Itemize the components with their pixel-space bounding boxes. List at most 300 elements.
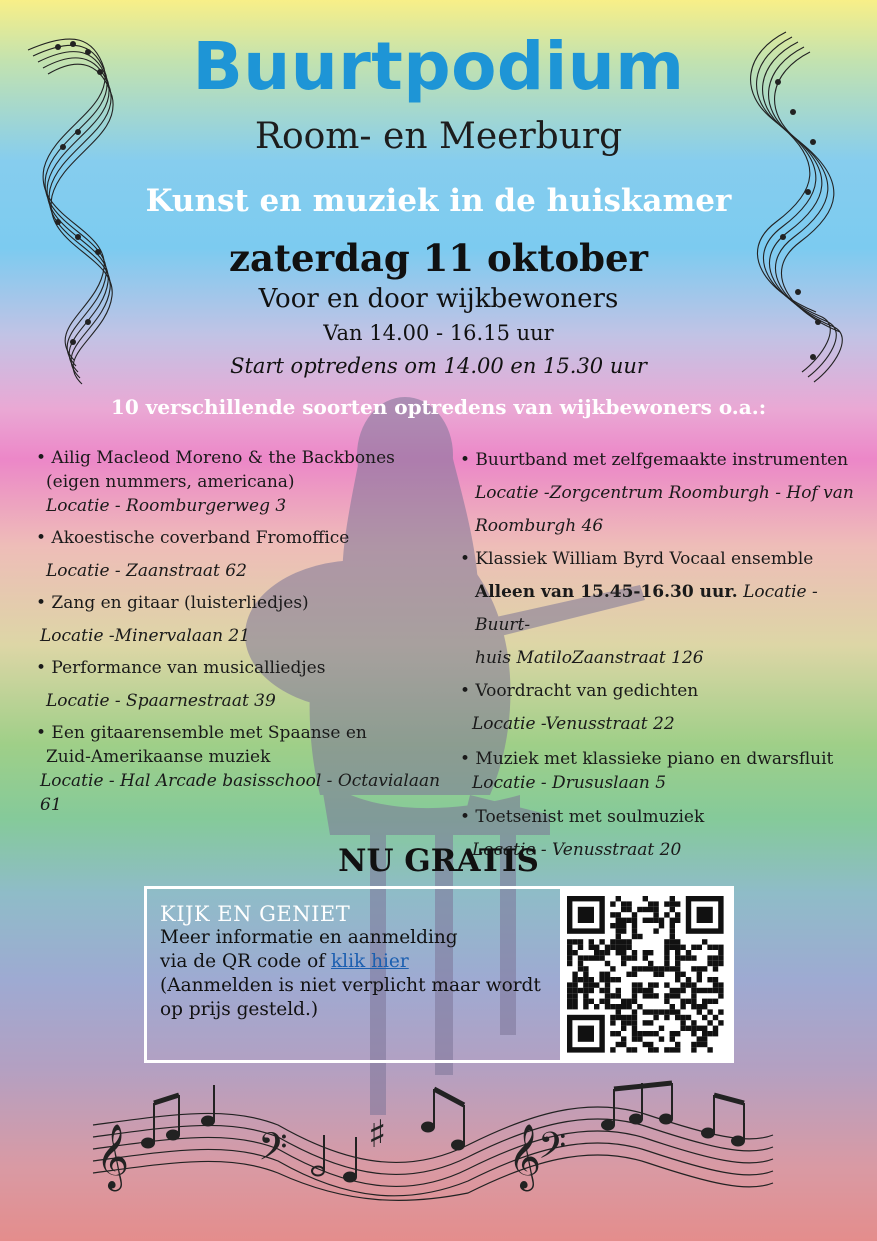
qr-module bbox=[691, 1004, 696, 1009]
qr-module bbox=[621, 950, 626, 955]
qr-module bbox=[605, 972, 610, 977]
qr-module bbox=[648, 1020, 653, 1025]
event-time: Van 14.00 - 16.15 uur bbox=[323, 321, 554, 345]
qr-module bbox=[697, 1009, 702, 1014]
qr-module bbox=[653, 993, 658, 998]
svg-text:𝄞: 𝄞 bbox=[508, 1124, 542, 1189]
qr-module bbox=[626, 939, 631, 944]
qr-module bbox=[653, 1009, 658, 1014]
qr-module bbox=[637, 1004, 642, 1009]
qr-module bbox=[605, 961, 610, 966]
qr-module bbox=[686, 977, 691, 982]
qr-module bbox=[632, 972, 637, 977]
qr-module bbox=[616, 1031, 621, 1036]
qr-module bbox=[702, 988, 707, 993]
qr-module bbox=[621, 999, 626, 1004]
qr-module bbox=[691, 1020, 696, 1025]
qr-module bbox=[621, 955, 626, 960]
qr-module bbox=[632, 928, 637, 933]
performance-item bbox=[36, 446, 456, 518]
qr-module bbox=[707, 999, 712, 1004]
qr-module bbox=[675, 977, 680, 982]
qr-module bbox=[659, 1036, 664, 1041]
qr-module bbox=[675, 901, 680, 906]
performance-location: Locatie -Minervalaan 21 bbox=[40, 626, 251, 646]
qr-module bbox=[567, 988, 572, 993]
qr-module bbox=[572, 939, 577, 944]
qr-module bbox=[583, 977, 588, 982]
qr-module bbox=[707, 1020, 712, 1025]
qr-module bbox=[718, 961, 723, 966]
qr-module bbox=[670, 1009, 675, 1014]
svg-text:𝄢: 𝄢 bbox=[258, 1124, 288, 1178]
qr-module bbox=[680, 1015, 685, 1020]
qr-module bbox=[567, 945, 572, 950]
performance-name: • Klassiek William Byrd Vocaal ensemble bbox=[460, 549, 814, 569]
info-line: Meer informatie en aanmelding bbox=[160, 927, 458, 948]
qr-module bbox=[686, 999, 691, 1004]
qr-module bbox=[680, 945, 685, 950]
info-line bbox=[160, 950, 541, 974]
qr-module bbox=[707, 977, 712, 982]
qr-module bbox=[583, 972, 588, 977]
qr-module bbox=[616, 1004, 621, 1009]
qr-module bbox=[713, 966, 718, 971]
qr-module bbox=[653, 918, 658, 923]
qr-module bbox=[707, 988, 712, 993]
qr-module bbox=[616, 923, 621, 928]
qr-module bbox=[653, 1047, 658, 1052]
qr-module bbox=[643, 988, 648, 993]
info-line: (Aanmelden is niet verplicht maar wordt bbox=[160, 975, 541, 996]
qr-module bbox=[567, 982, 572, 987]
performance-location: Locatie - Spaarnestraat 39 bbox=[46, 691, 276, 711]
qr-module bbox=[670, 1004, 675, 1009]
qr-module bbox=[610, 923, 615, 928]
qr-module bbox=[670, 928, 675, 933]
qr-module bbox=[664, 1009, 669, 1014]
qr-module bbox=[670, 1036, 675, 1041]
qr-module bbox=[697, 972, 702, 977]
qr-module bbox=[670, 907, 675, 912]
qr-module bbox=[691, 1026, 696, 1031]
qr-module bbox=[610, 901, 615, 906]
qr-module bbox=[675, 912, 680, 917]
free-banner: NU GRATIS bbox=[338, 843, 539, 879]
qr-module bbox=[653, 907, 658, 912]
qr-module bbox=[659, 918, 664, 923]
qr-module bbox=[621, 1020, 626, 1025]
qr-module bbox=[680, 1020, 685, 1025]
qr-module bbox=[572, 993, 577, 998]
qr-module bbox=[632, 918, 637, 923]
qr-module bbox=[707, 1031, 712, 1036]
qr-module bbox=[637, 1031, 642, 1036]
qr-module bbox=[675, 961, 680, 966]
qr-module bbox=[567, 961, 572, 966]
qr-module bbox=[621, 1042, 626, 1047]
qr-module bbox=[680, 988, 685, 993]
svg-text:♯: ♯ bbox=[368, 1112, 387, 1156]
qr-module bbox=[610, 939, 615, 944]
qr-module bbox=[718, 982, 723, 987]
qr-module bbox=[632, 988, 637, 993]
qr-module bbox=[675, 1015, 680, 1020]
event-start-times: Start optredens om 14.00 en 15.30 uur bbox=[230, 354, 647, 378]
qr-module bbox=[648, 1042, 653, 1047]
qr-module bbox=[702, 1042, 707, 1047]
qr-module bbox=[718, 1020, 723, 1025]
qr-module bbox=[675, 950, 680, 955]
qr-module bbox=[659, 1009, 664, 1014]
qr-module bbox=[599, 977, 604, 982]
event-title: Buurtpodium bbox=[192, 28, 685, 105]
qr-module bbox=[578, 945, 583, 950]
qr-module bbox=[691, 966, 696, 971]
qr-module bbox=[626, 1047, 631, 1052]
qr-module bbox=[697, 1042, 702, 1047]
qr-module bbox=[572, 950, 577, 955]
qr-module bbox=[653, 982, 658, 987]
qr-module bbox=[589, 955, 594, 960]
qr-module bbox=[697, 977, 702, 982]
qr-module bbox=[648, 918, 653, 923]
performance-note: Zuid-Amerikaanse muziek bbox=[46, 747, 271, 767]
qr-module bbox=[713, 977, 718, 982]
qr-module bbox=[578, 1026, 594, 1042]
qr-module bbox=[675, 945, 680, 950]
qr-module bbox=[718, 988, 723, 993]
qr-module bbox=[718, 945, 723, 950]
performance-name: • Zang en gitaar (luisterliedjes) bbox=[36, 593, 309, 613]
qr-module bbox=[713, 1031, 718, 1036]
qr-module bbox=[697, 1036, 702, 1041]
qr-module bbox=[594, 982, 599, 987]
qr-module bbox=[643, 907, 648, 912]
qr-module bbox=[632, 993, 637, 998]
qr-module bbox=[567, 999, 572, 1004]
qr-module bbox=[632, 1020, 637, 1025]
music-staff-bottom-icon bbox=[88, 1075, 778, 1205]
qr-module bbox=[621, 1004, 626, 1009]
qr-module bbox=[648, 1047, 653, 1052]
qr-module bbox=[621, 961, 626, 966]
qr-module bbox=[567, 939, 572, 944]
qr-module bbox=[610, 966, 615, 971]
qr-module bbox=[702, 1026, 707, 1031]
qr-module bbox=[610, 977, 615, 982]
qr-module bbox=[621, 923, 626, 928]
qr-module bbox=[664, 1047, 669, 1052]
qr-module bbox=[713, 1026, 718, 1031]
qr-module bbox=[670, 896, 675, 901]
qr-module bbox=[670, 1047, 675, 1052]
qr-module bbox=[632, 934, 637, 939]
qr-module bbox=[648, 950, 653, 955]
qr-module bbox=[589, 939, 594, 944]
qr-module bbox=[659, 972, 664, 977]
qr-module bbox=[626, 918, 631, 923]
qr-module bbox=[680, 1004, 685, 1009]
qr-module bbox=[578, 907, 594, 923]
svg-text:𝄞: 𝄞 bbox=[96, 1124, 130, 1189]
qr-module bbox=[599, 950, 604, 955]
qr-module bbox=[578, 966, 583, 971]
performance-location: Locatie - Roomburgerweg 3 bbox=[46, 496, 287, 516]
qr-module bbox=[697, 907, 713, 923]
qr-module bbox=[616, 896, 621, 901]
qr-module bbox=[621, 901, 626, 906]
qr-module bbox=[691, 1031, 696, 1036]
qr-module bbox=[707, 955, 712, 960]
performance-list-left bbox=[36, 446, 456, 817]
qr-module bbox=[718, 955, 723, 960]
qr-module bbox=[664, 945, 669, 950]
performance-location: Locatie -Zorgcentrum Roomburgh - Hof van bbox=[475, 483, 854, 503]
qr-module bbox=[664, 912, 669, 917]
qr-module bbox=[610, 945, 615, 950]
qr-module bbox=[659, 923, 664, 928]
qr-module bbox=[648, 993, 653, 998]
qr-module bbox=[626, 999, 631, 1004]
qr-module bbox=[697, 1004, 702, 1009]
qr-module bbox=[616, 912, 621, 917]
qr-code-graphic bbox=[560, 889, 731, 1060]
qr-module bbox=[621, 939, 626, 944]
qr-module bbox=[702, 1015, 707, 1020]
qr-module bbox=[691, 993, 696, 998]
qr-module bbox=[675, 988, 680, 993]
qr-module bbox=[578, 961, 583, 966]
performance-location: Roomburgh 46 bbox=[475, 516, 604, 536]
qr-module bbox=[713, 988, 718, 993]
qr-module bbox=[691, 982, 696, 987]
event-audience: Voor en door wijkbewoners bbox=[258, 284, 619, 314]
qr-module bbox=[653, 928, 658, 933]
qr-module bbox=[680, 1026, 685, 1031]
performance-location: Locatie - Hal Arcade basisschool - Octavialaan 61 bbox=[40, 771, 441, 815]
qr-module bbox=[664, 999, 669, 1004]
performance-item bbox=[36, 721, 456, 817]
qr-module bbox=[637, 982, 642, 987]
qr-module bbox=[648, 907, 653, 912]
qr-module bbox=[578, 977, 583, 982]
qr-module bbox=[680, 999, 685, 1004]
qr-module bbox=[653, 966, 658, 971]
qr-module bbox=[605, 999, 610, 1004]
qr-module bbox=[664, 1015, 669, 1020]
qr-module bbox=[718, 993, 723, 998]
qr-module bbox=[594, 950, 599, 955]
qr-code-icon[interactable] bbox=[560, 889, 731, 1060]
qr-module bbox=[648, 966, 653, 971]
qr-module bbox=[572, 1004, 577, 1009]
qr-module bbox=[675, 972, 680, 977]
qr-module bbox=[670, 939, 675, 944]
qr-module bbox=[605, 982, 610, 987]
qr-module bbox=[621, 928, 626, 933]
qr-module bbox=[632, 955, 637, 960]
performance-note: (eigen nummers, americana) bbox=[46, 472, 295, 492]
info-text bbox=[160, 902, 541, 1022]
qr-module bbox=[605, 988, 610, 993]
qr-module bbox=[589, 999, 594, 1004]
qr-module bbox=[670, 1031, 675, 1036]
performance-list-right bbox=[460, 444, 860, 867]
qr-module bbox=[621, 1015, 626, 1020]
qr-module bbox=[653, 1015, 658, 1020]
performance-name: • Akoestische coverband Fromoffice bbox=[36, 528, 350, 548]
qr-module bbox=[626, 907, 631, 912]
qr-module bbox=[691, 1047, 696, 1052]
qr-module bbox=[707, 1009, 712, 1014]
qr-module bbox=[632, 1047, 637, 1052]
qr-module bbox=[632, 1015, 637, 1020]
qr-module bbox=[567, 950, 572, 955]
qr-module bbox=[702, 1036, 707, 1041]
qr-module bbox=[686, 955, 691, 960]
qr-module bbox=[610, 1015, 615, 1020]
qr-module bbox=[643, 1042, 648, 1047]
qr-module bbox=[637, 907, 642, 912]
qr-module bbox=[691, 1042, 696, 1047]
qr-module bbox=[589, 988, 594, 993]
qr-module bbox=[643, 1020, 648, 1025]
qr-module bbox=[697, 945, 702, 950]
qr-module bbox=[653, 972, 658, 977]
qr-module bbox=[583, 966, 588, 971]
qr-module bbox=[572, 988, 577, 993]
qr-module bbox=[599, 999, 604, 1004]
qr-module bbox=[589, 945, 594, 950]
qr-module bbox=[675, 939, 680, 944]
performance-name: • Ailig Macleod Moreno & the Backbones bbox=[36, 448, 395, 468]
qr-module bbox=[686, 1026, 691, 1031]
qr-module bbox=[616, 950, 621, 955]
qr-module bbox=[670, 945, 675, 950]
qr-module bbox=[697, 988, 702, 993]
qr-module bbox=[621, 1036, 626, 1041]
qr-module bbox=[599, 939, 604, 944]
event-date: zaterdag 11 oktober bbox=[228, 236, 649, 280]
qr-module bbox=[670, 966, 675, 971]
qr-module bbox=[702, 1004, 707, 1009]
qr-module bbox=[675, 918, 680, 923]
qr-module bbox=[718, 1009, 723, 1014]
qr-module bbox=[664, 955, 669, 960]
qr-module bbox=[589, 977, 594, 982]
qr-module bbox=[643, 950, 648, 955]
qr-module bbox=[610, 1020, 615, 1025]
qr-module bbox=[599, 955, 604, 960]
qr-module bbox=[653, 1031, 658, 1036]
qr-module bbox=[605, 993, 610, 998]
qr-module bbox=[610, 1031, 615, 1036]
qr-module bbox=[670, 993, 675, 998]
registration-link[interactable]: klik hier bbox=[330, 951, 409, 972]
qr-module bbox=[578, 955, 583, 960]
qr-module bbox=[664, 901, 669, 906]
qr-module bbox=[686, 950, 691, 955]
qr-module bbox=[707, 1047, 712, 1052]
qr-module bbox=[626, 901, 631, 906]
qr-module bbox=[691, 945, 696, 950]
qr-module bbox=[648, 901, 653, 906]
qr-module bbox=[632, 923, 637, 928]
qr-module bbox=[583, 988, 588, 993]
qr-module bbox=[643, 1031, 648, 1036]
qr-module bbox=[632, 1031, 637, 1036]
qr-module bbox=[572, 972, 577, 977]
qr-module bbox=[664, 961, 669, 966]
qr-module bbox=[605, 950, 610, 955]
qr-module bbox=[675, 993, 680, 998]
qr-module bbox=[718, 950, 723, 955]
qr-module bbox=[675, 1047, 680, 1052]
qr-module bbox=[616, 1042, 621, 1047]
qr-module bbox=[567, 993, 572, 998]
qr-module bbox=[616, 918, 621, 923]
qr-module bbox=[626, 1015, 631, 1020]
qr-module bbox=[616, 928, 621, 933]
qr-module bbox=[691, 988, 696, 993]
qr-module bbox=[632, 950, 637, 955]
qr-module bbox=[675, 1042, 680, 1047]
performance-location: Locatie - Drususlaan 5 bbox=[472, 773, 667, 793]
qr-module bbox=[632, 982, 637, 987]
qr-module bbox=[691, 955, 696, 960]
performance-name: • Toetsenist met soulmuziek bbox=[460, 807, 705, 827]
performance-location: Locatie -Venusstraat 22 bbox=[472, 714, 675, 734]
qr-module bbox=[680, 972, 685, 977]
qr-module bbox=[637, 988, 642, 993]
qr-module bbox=[664, 982, 669, 987]
qr-module bbox=[616, 993, 621, 998]
performance-name: • Muziek met klassieke piano en dwarsfluit bbox=[460, 749, 834, 769]
qr-module bbox=[632, 912, 637, 917]
qr-module bbox=[605, 977, 610, 982]
qr-module bbox=[632, 1009, 637, 1014]
qr-module bbox=[616, 977, 621, 982]
qr-module bbox=[643, 918, 648, 923]
qr-module bbox=[648, 982, 653, 987]
performances-headline: 10 verschillende soorten optredens van wijkbewoners o.a.: bbox=[110, 395, 767, 419]
qr-module bbox=[621, 907, 626, 912]
qr-module bbox=[686, 1015, 691, 1020]
qr-module bbox=[648, 1031, 653, 1036]
performance-location: Locatie - Zaanstraat 62 bbox=[46, 561, 247, 581]
performance-name: • Voordracht van gedichten bbox=[460, 681, 699, 701]
qr-module bbox=[680, 982, 685, 987]
qr-module bbox=[659, 1026, 664, 1031]
performance-item bbox=[36, 656, 456, 713]
qr-module bbox=[648, 961, 653, 966]
qr-module bbox=[583, 993, 588, 998]
qr-module bbox=[680, 955, 685, 960]
qr-module bbox=[637, 1036, 642, 1041]
qr-module bbox=[697, 966, 702, 971]
qr-module bbox=[707, 945, 712, 950]
qr-module bbox=[643, 896, 648, 901]
qr-module bbox=[610, 1004, 615, 1009]
qr-module bbox=[583, 982, 588, 987]
qr-module bbox=[583, 999, 588, 1004]
qr-module bbox=[643, 1009, 648, 1014]
qr-module bbox=[686, 982, 691, 987]
qr-module bbox=[697, 1026, 702, 1031]
qr-module bbox=[616, 988, 621, 993]
performance-location: huis MatiloZaanstraat 126 bbox=[475, 648, 704, 668]
